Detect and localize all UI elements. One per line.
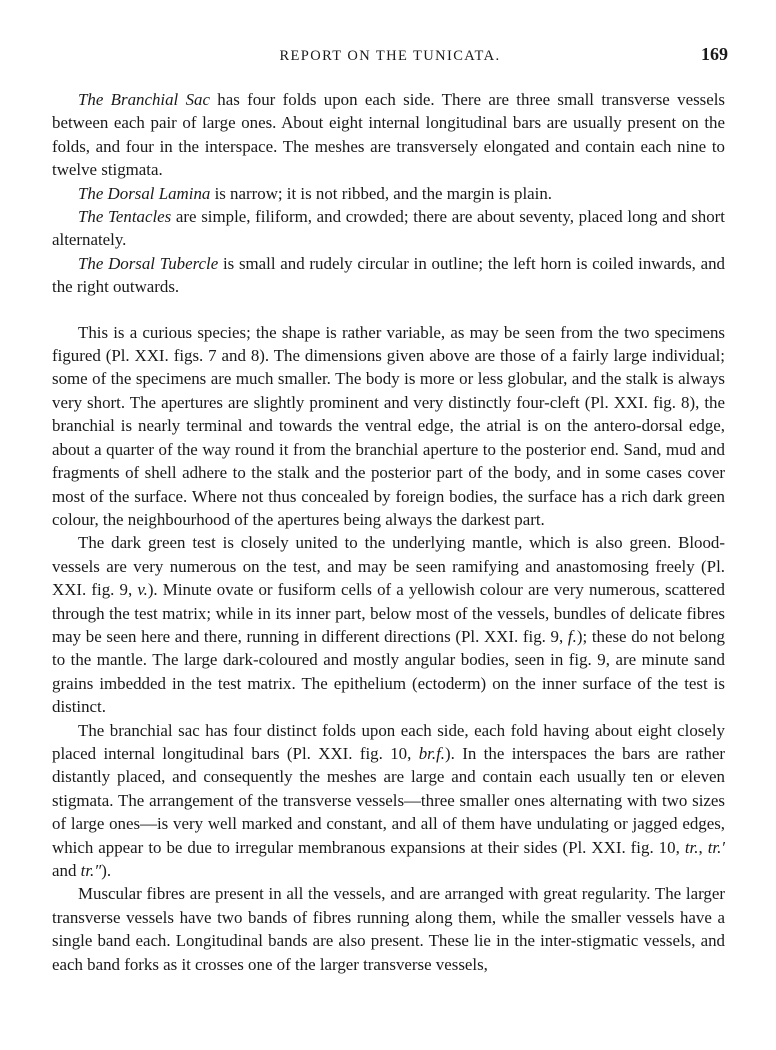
section-lead: The Branchial Sac xyxy=(78,90,210,109)
paragraph-test: The dark green test is closely united to the underlying mantle, which is also green. Blood-vessels are very numerous on the test, and may be seen ramifying and anastomosing freely (Pl. XXI. fig. 9, v.). Minute ovate or fusiform cells of a yellowish colour are very numerous, scattered through the test matrix; while in its inner part, below most of the vessels, bundles of delicate fibres may be seen here and there, running in different directions (Pl. XXI. fig. 9, f.); these do not belong to the mantle. The large dark-coloured and mostly angular bodies, seen in fig. 9, are minute sand grains imbedded in the test matrix. The epithelium (ectoderm) on the inner surface of the test is distinct. xyxy=(52,533,726,717)
paragraph-dorsal-lamina: The Dorsal Lamina is narrow; it is not ribbed, and the margin is plain. xyxy=(78,183,553,203)
page-header xyxy=(52,44,728,68)
running-head: REPORT ON THE TUNICATA. xyxy=(279,48,501,64)
section-lead: The Dorsal Tubercle xyxy=(78,253,219,273)
page-number: 169 xyxy=(701,44,728,64)
paragraph-curious-species: This is a curious species; the shape is rather variable, as may be seen from the two specimens figured (Pl. XXI. figs. 7 and 8). The dimensions given above are those of a fairly large individual; some of the specimens are much smaller. The body is more or less globular, and the stalk is always very short. The apertures are slightly prominent and very distinctly four-cleft (Pl. XXI. fig. 8), the branchial is nearly terminal and towards the ventral edge, the atrial is on the antero-dorsal edge, about a quarter of the way round it from the branchial aperture to the posterior end. Sand, mud and fragments of shell adhere to the stalk and the posterior part of the body, and in some cases cover most of the surface. Where not thus concealed by foreign bodies, the surface has a rich dark green colour, the neighbourhood of the apertures being always the darkest part. xyxy=(52,322,725,529)
paragraph-branchial-sac: The Branchial Sac has four folds upon each side. There are three small transverse vessels between each pair of large ones. About eight internal longitudinal bars are usually present on the folds, and four in the interspace. The meshes are transversely elongated and contain each nine to twelve stigmata. xyxy=(52,90,725,180)
paragraph-branchial-sac-detail: The branchial sac has four distinct folds upon each side, each fold having about eight closely placed internal longitudinal bars (Pl. XXI. fig. 10, br.f.). In the interspaces the bars are rather distantly placed, and consequently the meshes are large and contain each usually ten or eleven stigmata. The arrangement of the transverse vessels—three smaller ones alternating with two sizes of large ones—is very well marked and constant, and all of them have undulating or jagged edges, which appear to be due to irregular membranous expansions at their sides (Pl. XXI. fig. 10, tr., tr.′ and tr.″). xyxy=(52,720,726,880)
section-lead: The Tentacles xyxy=(78,207,172,227)
paragraph-tentacles: The Tentacles are simple, filiform, and crowded; there are about seventy, placed long and short alternately. xyxy=(52,207,725,250)
body-text xyxy=(52,88,725,976)
section-lead: The Dorsal Lamina xyxy=(78,183,211,203)
paragraph-muscular-fibres: Muscular fibres are present in all the vessels, and are arranged with great regularity. The larger transverse vessels have two bands of fibres running along them, while the smaller vessels have a single band each. Longitudinal bands are also present. These lie in the inter-stigmatic vessels, and each band forks as it crosses one of the larger transverse vessels, xyxy=(52,884,725,974)
paragraph-dorsal-tubercle: The Dorsal Tubercle is small and rudely circular in outline; the left horn is coiled inwards, and the right outwards. xyxy=(52,253,725,297)
